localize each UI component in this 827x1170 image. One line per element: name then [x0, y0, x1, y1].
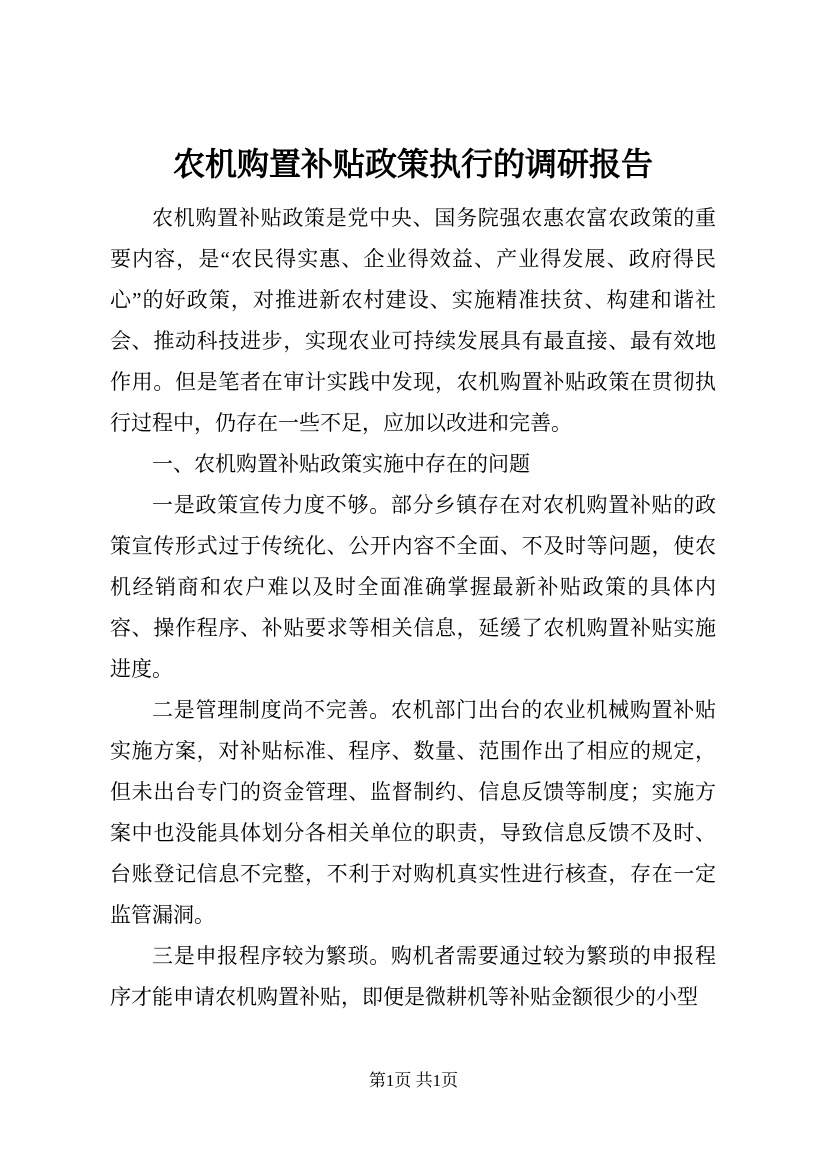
paragraph-issue-1-publicity: 一是政策宣传力度不够。部分乡镇存在对农机购置补贴的政策宣传形式过于传统化、公开内容不全面、不及时等问题，使农机经销商和农户难以及时全面准确掌握最新补贴政策的具体内容、操作程序、补贴要求等相关信息，延缓了农机购置补贴实施进度。: [110, 493, 716, 681]
paragraph-issue-2-management: 二是管理制度尚不完善。农机部门出台的农业机械购置补贴实施方案，对补贴标准、程序、数量、范围作出了相应的规定，但未出台专门的资金管理、监督制约、信息反馈等制度；实施方案中也没能具体划分各相关单位的职责，导致信息反馈不及时、台账登记信息不完整，不利于对购机真实性进行核查，存在一定监管漏洞。: [110, 698, 716, 927]
section-heading-problems: 一、农机购置补贴政策实施中存在的问题: [152, 452, 530, 476]
page-number-footer: 第1页 共1页: [368, 1071, 459, 1090]
paragraph-issue-3-application: 三是申报程序较为繁琐。购机者需要通过较为繁琐的申报程序才能申请农机购置补贴，即便是微耕机等补贴金额很少的小型: [110, 944, 716, 1009]
document-content: [110, 140, 716, 1018]
paragraph-intro: 农机购置补贴政策是党中央、国务院强农惠农富农政策的重要内容，是“农民得实惠、企业得效益、产业得发展、政府得民心”的好政策，对推进新农村建设、实施精准扶贫、构建和谐社会、推动科技进步，实现农业可持续发展具有最直接、最有效地作用。但是笔者在审计实践中发现，农机购置补贴政策在贯彻执行过程中，仍存在一些不足，应加以改进和完善。: [110, 206, 716, 435]
document-title: 农机购置补贴政策执行的调研报告: [172, 146, 653, 182]
